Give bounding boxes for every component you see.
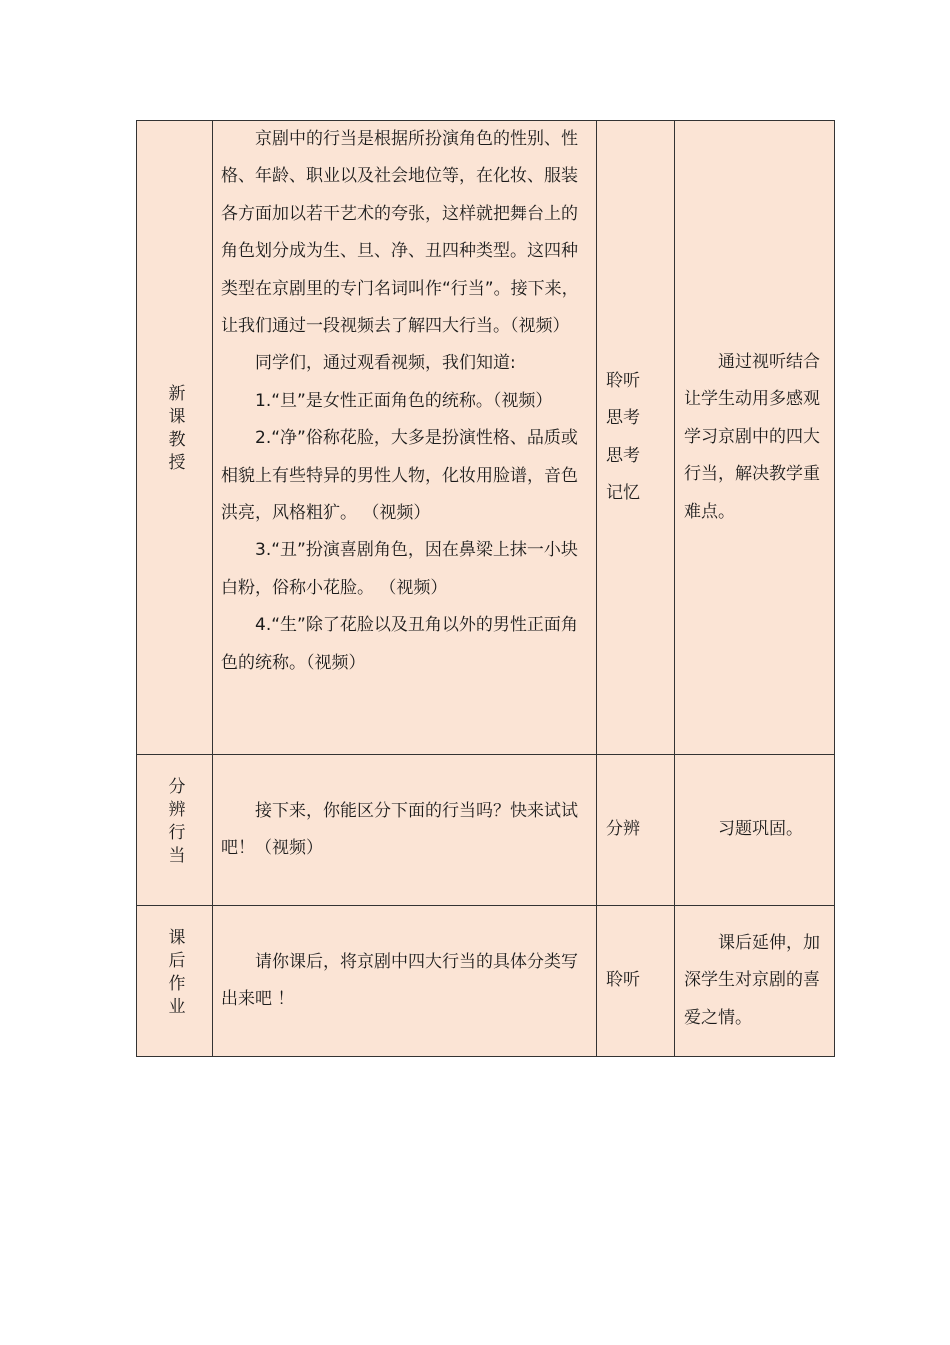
intent-text: 习题巩固。 [718, 819, 803, 840]
stage-label-new-lesson: 新课教授 [164, 384, 185, 477]
content-paragraph: 同学们，通过观看视频，我们知道: [255, 353, 516, 374]
content-paragraph: 接下来，你能区分下面的行当吗？快来试试吧！（视频） [221, 800, 578, 858]
design-intent-cell [675, 121, 835, 755]
teaching-content-cell [213, 755, 597, 906]
stage-cell [137, 906, 213, 1057]
activity-item: 聆听 [606, 970, 640, 991]
teaching-content-cell [213, 121, 597, 755]
activity-item: 思考 [606, 408, 640, 429]
teaching-content-cell [213, 906, 597, 1057]
content-paragraph: 3.“丑”扮演喜剧角色，因在鼻梁上抹一小块白粉，俗称小花脸。 （视频） [221, 540, 578, 598]
intent-text: 通过视听结合让学生动用多感观学习京剧中的四大行当，解决教学重难点。 [684, 351, 820, 522]
student-activity-cell [597, 906, 675, 1057]
table-row-new-lesson [137, 121, 835, 755]
design-intent-cell [675, 906, 835, 1057]
stage-label-identify: 分辨行当 [164, 776, 185, 869]
activity-item: 记忆 [606, 482, 640, 503]
activity-item: 分辨 [606, 819, 640, 840]
table-row-identify [137, 755, 835, 906]
content-paragraph: 请你课后，将京剧中四大行当的具体分类写出来吧 ！ [221, 951, 578, 1009]
design-intent-cell [675, 755, 835, 906]
student-activity-cell [597, 121, 675, 755]
content-paragraph: 4.“生”除了花脸以及丑角以外的男性正面角色的统称。（视频） [221, 615, 578, 673]
stage-label-homework: 课后作业 [164, 927, 185, 1020]
lesson-plan-table [136, 120, 835, 1057]
student-activity-cell [597, 755, 675, 906]
stage-cell [137, 755, 213, 906]
activity-item: 思考 [606, 445, 640, 466]
activity-item: 聆听 [606, 370, 640, 391]
stage-cell [137, 121, 213, 755]
content-paragraph: 京剧中的行当是根据所扮演角色的性别、性格、年龄、职业以及社会地位等，在化妆、服装各方面加以若干艺术的夸张，这样就把舞台上的角色划分成为生、旦、净、丑四种类型。这四种类型在京剧里的专门名词叫作“行当”。接下来，让我们通过一段视频去了解四大行当。（视频） [221, 129, 579, 337]
content-paragraph: 2.“净”俗称花脸，大多是扮演性格、品质或相貌上有些特异的男性人物，化妆用脸谱，音色洪亮，风格粗犷。 （视频） [221, 428, 578, 524]
content-paragraph: 1.“旦”是女性正面角色的统称。（视频） [255, 390, 553, 411]
intent-text: 课后延伸，加深学生对京剧的喜爱之情。 [684, 932, 820, 1028]
table-row-homework [137, 906, 835, 1057]
